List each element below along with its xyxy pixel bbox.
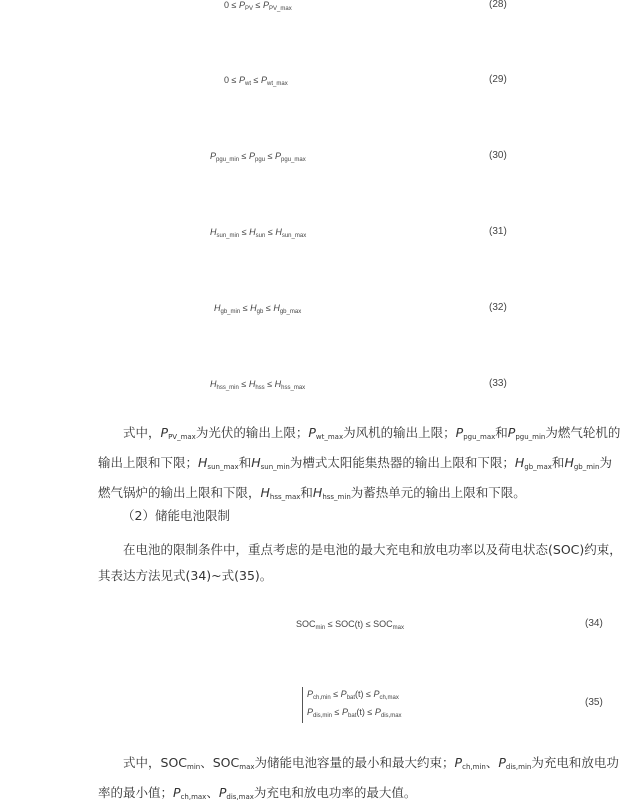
- equation-31-body: $H_{sun\_min} \le H_{sun} \le H_{sun\_max}$: [210, 227, 307, 239]
- equation-28: [0, 0, 639, 18]
- equation-30-body: $P_{pgu\_min} \le P_{pgu} \le P_{pgu\_max}$: [210, 151, 306, 163]
- equation-35-system: [302, 687, 402, 723]
- equation-34: [0, 617, 639, 637]
- equation-number: (35): [585, 697, 603, 708]
- equation-30: [0, 149, 639, 169]
- equation-number: (33): [489, 378, 507, 389]
- equation-number: (28): [489, 0, 507, 10]
- equation-number: (31): [489, 226, 507, 237]
- section-heading: （2）储能电池限制: [122, 508, 230, 523]
- equation-29: [0, 73, 639, 93]
- equation-28-body: $0 \le P_{PV} \le P_{PV\_max}$: [224, 0, 292, 12]
- equation-number: (29): [489, 74, 507, 85]
- equation-number: (30): [489, 150, 507, 161]
- equation-number: (32): [489, 302, 507, 313]
- paragraph-variable-definitions: 式中，$P_{PV\_max}$为光伏的输出上限；$P_{wt\_max}$为风机的输出上限；$P_{pgu\_max}$和$P_{pgu\_min}$为燃气轮机的输出上限和下限；$H_{sun\_max}$和$H_{sun\_min}$为槽式太阳能集热器的输出上限和下限；$H_{gb\_max}$和$H_{gb\_min}$为燃气锅炉的输出上限和下限，$H_{hss\_max}$和$H_{hss\_min}$为蓄热单元的输出上限和下限。: [98, 425, 621, 501]
- equation-number: (34): [585, 618, 603, 629]
- equation-33-body: $H_{hss\_min} \le H_{hss} \le H_{hss\_max}$: [210, 379, 306, 391]
- equation-32: [0, 301, 639, 321]
- equation-35: [0, 687, 639, 721]
- equation-35-line-1: $P_{ch,min} \le P_{bat}(t) \le P_{ch,max}$: [307, 689, 399, 701]
- equation-29-body: $0 \le P_{wt} \le P_{wt\_max}$: [224, 75, 288, 87]
- equation-35-line-2: $P_{dis,min} \le P_{bat}(t) \le P_{dis,max}$: [307, 707, 402, 719]
- equation-33: [0, 377, 639, 397]
- paragraph-battery-definitions: 式中，$SOC_{min}$、$SOC_{max}$为储能电池容量的最小和最大约束；$P_{ch,min}$、$P_{dis,min}$为充电和放电功率的最小值；$P_{ch,max}$、$P_{dis,max}$为充电和放电功率的最大值。: [98, 755, 619, 801]
- paragraph-battery-intro: 在电池的限制条件中，重点考虑的是电池的最大充电和放电功率以及荷电状态(SOC)约束，其表达方法见式(34)~式(35)。: [98, 542, 622, 583]
- equation-34-body: $SOC_{min} \le SOC(t) \le SOC_{max}$: [296, 619, 405, 631]
- equation-31: [0, 225, 639, 245]
- equation-32-body: $H_{gb\_min} \le H_{gb} \le H_{gb\_max}$: [214, 303, 302, 315]
